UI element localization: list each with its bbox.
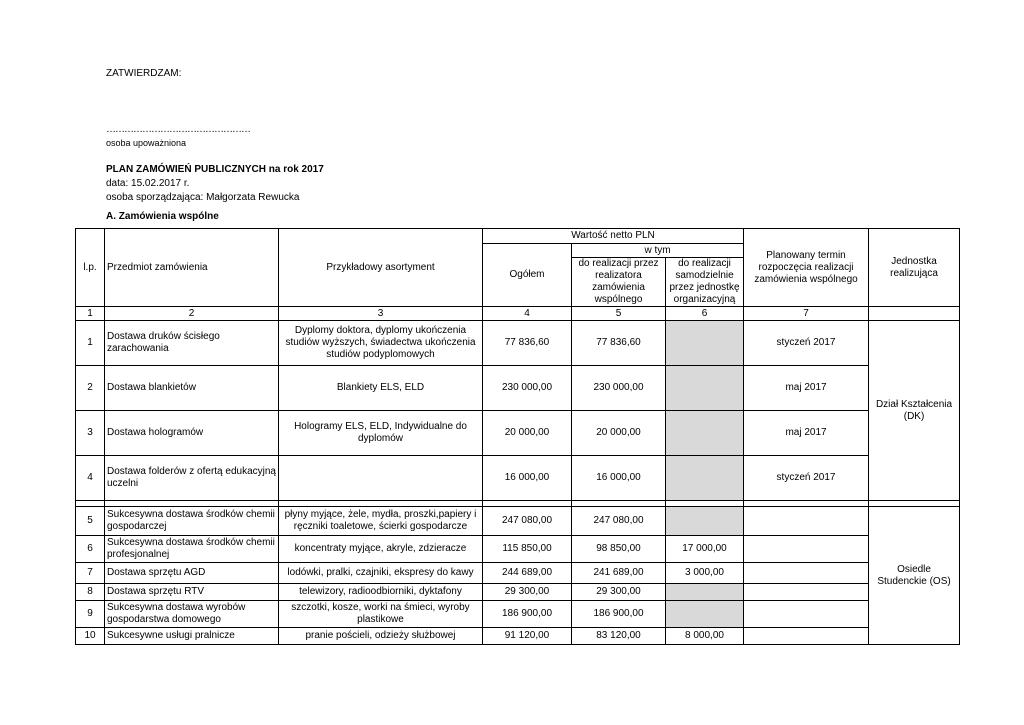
col-number: 4 xyxy=(483,307,572,321)
row-lp: 10 xyxy=(76,628,105,645)
row-joint: 16 000,00 xyxy=(572,456,666,501)
authorized-person-label: osoba upoważniona xyxy=(106,138,187,148)
col-header-by-unit: do realizacji samodzielnie przez jednostkę organizacyjną xyxy=(666,258,744,307)
row-term xyxy=(744,628,869,645)
row-joint: 230 000,00 xyxy=(572,366,666,411)
row-total: 244 689,00 xyxy=(483,563,572,584)
row-joint: 186 900,00 xyxy=(572,601,666,628)
col-number: 1 xyxy=(76,307,105,321)
row-lp: 1 xyxy=(76,321,105,366)
row-lp: 3 xyxy=(76,411,105,456)
procurement-table xyxy=(75,228,960,645)
row-assortment: pranie pościeli, odzieży służbowej xyxy=(279,628,483,645)
row-own xyxy=(666,601,744,628)
row-joint: 83 120,00 xyxy=(572,628,666,645)
row-assortment: koncentraty myjące, akryle, zdzieracze xyxy=(279,536,483,563)
plan-author: osoba sporządzająca: Małgorzata Rewucka xyxy=(106,192,300,203)
row-own xyxy=(666,321,744,366)
row-subject: Sukcesywna dostawa środków chemii gospodarczej xyxy=(105,507,279,536)
col-header-planned-term: Planowany termin rozpoczęcia realizacji zamówienia wspólnego xyxy=(744,229,869,307)
col-number: 7 xyxy=(744,307,869,321)
col-number: 2 xyxy=(105,307,279,321)
row-subject: Sukcesywna dostawa wyrobów gospodarstwa domowego xyxy=(105,601,279,628)
row-own: 3 000,00 xyxy=(666,563,744,584)
row-lp: 5 xyxy=(76,507,105,536)
row-joint: 77 836,60 xyxy=(572,321,666,366)
row-joint: 98 850,00 xyxy=(572,536,666,563)
col-header-net-value: Wartość netto PLN xyxy=(483,229,744,244)
table-row xyxy=(76,536,960,563)
row-own xyxy=(666,366,744,411)
row-lp: 7 xyxy=(76,563,105,584)
col-header-subject: Przedmiot zamówienia xyxy=(105,229,279,307)
table-row xyxy=(76,411,960,456)
row-assortment xyxy=(279,456,483,501)
row-term: maj 2017 xyxy=(744,366,869,411)
row-assortment: telewizory, radioodbiorniki, dyktafony xyxy=(279,584,483,601)
row-subject: Sukcesywna dostawa środków chemii profesjonalnej xyxy=(105,536,279,563)
row-total: 29 300,00 xyxy=(483,584,572,601)
col-number: 3 xyxy=(279,307,483,321)
row-subject: Dostawa druków ścisłego zarachowania xyxy=(105,321,279,366)
row-term: styczeń 2017 xyxy=(744,321,869,366)
row-total: 247 080,00 xyxy=(483,507,572,536)
row-own xyxy=(666,584,744,601)
row-term: styczeń 2017 xyxy=(744,456,869,501)
row-own: 8 000,00 xyxy=(666,628,744,645)
row-own: 17 000,00 xyxy=(666,536,744,563)
col-header-unit: Jednostka realizująca xyxy=(869,229,960,307)
col-number: 6 xyxy=(666,307,744,321)
row-lp: 6 xyxy=(76,536,105,563)
row-lp: 8 xyxy=(76,584,105,601)
plan-title: PLAN ZAMÓWIEŃ PUBLICZNYCH na rok 2017 xyxy=(106,164,324,175)
row-subject: Dostawa sprzętu RTV xyxy=(105,584,279,601)
row-total: 91 120,00 xyxy=(483,628,572,645)
col-header-including: w tym xyxy=(572,244,744,258)
row-assortment: Dyplomy doktora, dyplomy ukończenia studiów wyższych, świadectwa ukończenia studiów podyplomowych xyxy=(279,321,483,366)
row-assortment: płyny myjące, żele, mydła, proszki,papiery i ręczniki toaletowe, ścierki gospodarcze xyxy=(279,507,483,536)
row-own xyxy=(666,456,744,501)
col-header-lp: l.p. xyxy=(76,229,105,307)
row-total: 115 850,00 xyxy=(483,536,572,563)
table-row xyxy=(76,601,960,628)
section-title: A. Zamówienia wspólne xyxy=(106,211,219,222)
table-row xyxy=(76,584,960,601)
row-total: 77 836,60 xyxy=(483,321,572,366)
table-row xyxy=(76,507,960,536)
signature-dots: ………………………………………… xyxy=(106,124,250,135)
row-unit-dk: Dział Kształcenia (DK) xyxy=(869,321,960,501)
table-row xyxy=(76,456,960,501)
row-assortment: szczotki, kosze, worki na śmieci, wyroby plastikowe xyxy=(279,601,483,628)
row-term xyxy=(744,601,869,628)
row-total: 20 000,00 xyxy=(483,411,572,456)
row-assortment: Blankiety ELS, ELD xyxy=(279,366,483,411)
col-number-empty xyxy=(869,307,960,321)
approval-label: ZATWIERDZAM: xyxy=(106,68,182,79)
row-term: maj 2017 xyxy=(744,411,869,456)
row-joint: 20 000,00 xyxy=(572,411,666,456)
row-subject: Dostawa folderów z ofertą edukacyjną uczelni xyxy=(105,456,279,501)
row-joint: 29 300,00 xyxy=(572,584,666,601)
col-number: 5 xyxy=(572,307,666,321)
row-joint: 247 080,00 xyxy=(572,507,666,536)
table-row xyxy=(76,563,960,584)
row-total: 16 000,00 xyxy=(483,456,572,501)
row-own xyxy=(666,507,744,536)
row-own xyxy=(666,411,744,456)
row-term xyxy=(744,584,869,601)
row-lp: 2 xyxy=(76,366,105,411)
row-unit-os: Osiedle Studenckie (OS) xyxy=(869,507,960,645)
col-header-assortment: Przykładowy asortyment xyxy=(279,229,483,307)
row-assortment: lodówki, pralki, czajniki, ekspresy do kawy xyxy=(279,563,483,584)
row-lp: 4 xyxy=(76,456,105,501)
row-assortment: Hologramy ELS, ELD, Indywidualne do dyplomów xyxy=(279,411,483,456)
table-row xyxy=(76,366,960,411)
col-header-by-contractor: do realizacji przez realizatora zamówienia wspólnego xyxy=(572,258,666,307)
plan-date: data: 15.02.2017 r. xyxy=(106,178,190,189)
row-total: 186 900,00 xyxy=(483,601,572,628)
row-total: 230 000,00 xyxy=(483,366,572,411)
table-row xyxy=(76,321,960,366)
row-subject: Dostawa blankietów xyxy=(105,366,279,411)
row-term xyxy=(744,563,869,584)
row-lp: 9 xyxy=(76,601,105,628)
row-term xyxy=(744,536,869,563)
table-row xyxy=(76,628,960,645)
row-subject: Sukcesywne usługi pralnicze xyxy=(105,628,279,645)
row-subject: Dostawa sprzętu AGD xyxy=(105,563,279,584)
row-term xyxy=(744,507,869,536)
row-joint: 241 689,00 xyxy=(572,563,666,584)
row-subject: Dostawa hologramów xyxy=(105,411,279,456)
col-header-total: Ogółem xyxy=(483,244,572,307)
